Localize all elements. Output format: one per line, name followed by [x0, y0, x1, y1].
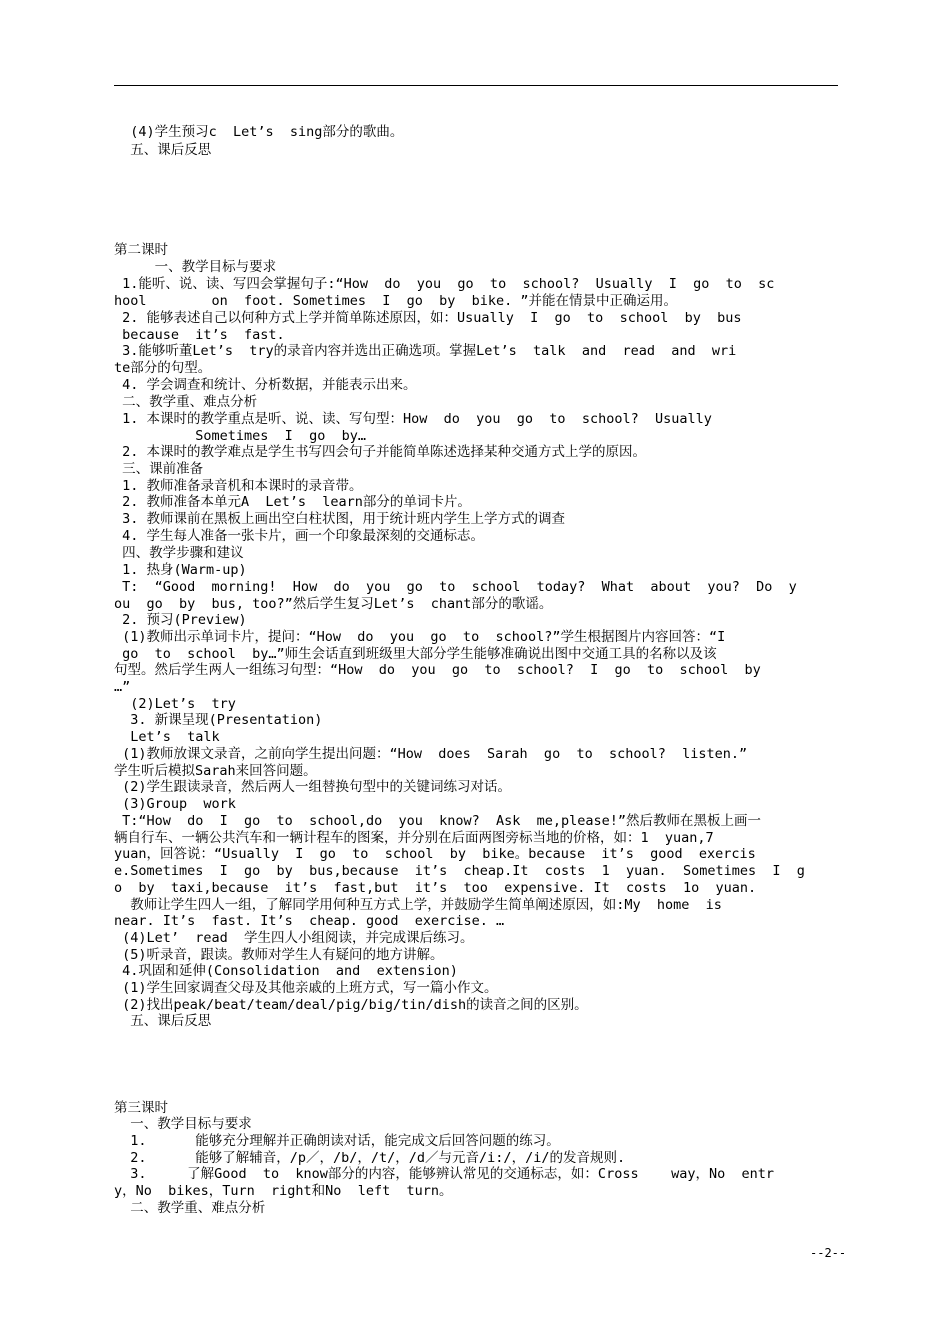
text-line: T:“How do I go to school,do you know? Ask me,please!”然后教师在黑板上画一 [114, 813, 762, 829]
text-line: (4)学生预习c Let’s sing部分的歌曲。 [114, 124, 404, 140]
text-line: (2)找出peak/beat/team/deal/pig/big/tin/dish的读音之间的区别。 [114, 997, 588, 1013]
text-line: y，No bikes，Turn right和No left turn。 [114, 1183, 453, 1199]
text-line: 3.能够听董Let’s try的录音内容并选出正确选项。掌握Let’s talk and read and wri [114, 343, 737, 359]
text-line: (2)Let’s try [114, 696, 236, 712]
text-line: 2. 能够表述自己以何种方式上学并简单陈述原因，如：Usually I go to school by bus [114, 310, 742, 326]
section-heading: 五、课后反思 [114, 1013, 212, 1029]
text-line: 1. 能够充分理解并正确朗读对话，能完成文后回答问题的练习。 [114, 1133, 560, 1149]
text-line: 4.巩固和延伸(Consolidation and extension) [114, 963, 458, 979]
text-line: 教师让学生四人一组，了解同学用何种互方式上学，并鼓励学生简单阐述原因，如:My home is [114, 897, 722, 913]
text-line: 学生听后模拟Sarah来回答问题。 [114, 763, 317, 779]
text-line: 1. 教师准备录音机和本课时的录音带。 [114, 478, 363, 494]
text-line: 4. 学会调查和统计、分析数据，并能表示出来。 [114, 377, 417, 393]
text-line: 2. 本课时的教学难点是学生书写四会句子并能简单陈述选择某种交通方式上学的原因。 [114, 444, 647, 460]
section-heading: 二、教学重、难点分析 [114, 1200, 266, 1216]
section-heading: 二、教学重、难点分析 [114, 394, 258, 410]
text-line: go to school by…”师生会话直到班级里大部分学生能够准确说出图中交通工具的名称以及该 [114, 646, 717, 662]
text-line: near. It’s fast. It’s cheap. good exercise. … [114, 913, 505, 929]
lesson-title: 第二课时 [114, 242, 168, 258]
text-line: te部分的句型。 [114, 360, 212, 376]
text-line: 2. 能够了解辅音，/p／，/b/，/t/，/d／与元音/i:/，/i/的发音规则. [114, 1150, 626, 1166]
text-line: hool on foot. Sometimes I go by bike. ”并能在情景中正确运用。 [114, 293, 678, 309]
text-line: 1. 本课时的教学重点是听、说、读、写句型：How do you go to school? Usually [114, 411, 712, 427]
text-line: Let’s talk [114, 729, 220, 745]
section-heading: 一、教学目标与要求 [114, 1116, 252, 1132]
text-line: 2. 预习(Preview) [114, 612, 247, 628]
text-line: 3. 教师课前在黑板上画出空白柱状图，用于统计班内学生上学方式的调查 [114, 511, 566, 527]
text-line: Sometimes I go by… [114, 428, 366, 444]
header-rule [114, 85, 838, 86]
text-line: 2. 教师准备本单元A Let’s learn部分的单词卡片。 [114, 494, 471, 510]
text-line: (2)学生跟读录音，然后两人一组替换句型中的关键词练习对话。 [114, 779, 512, 795]
text-line: 4. 学生每人准备一张卡片，画一个印象最深刻的交通标志。 [114, 528, 485, 544]
text-line: 1.能听、说、读、写四会掌握句子:“How do you go to school? Usually I go to sc [114, 276, 775, 292]
text-line: (5)听录音，跟读。教师对学生人有疑问的地方讲解。 [114, 947, 444, 963]
section-heading: 三、课前准备 [114, 461, 204, 477]
section-heading: 一、教学目标与要求 [114, 259, 277, 275]
text-line: 辆自行车、一辆公共汽车和一辆计程车的图案，并分别在后面两图旁标当地的价格，如：1 yuan,7 [114, 830, 714, 846]
text-line: T: “Good morning! How do you go to school today? What about you? Do y [114, 579, 797, 595]
text-line: 3. 了解Good to know部分的内容，能够辨认常见的交通标志，如：Cross way，No entr [114, 1166, 774, 1182]
text-line: 3. 新课呈现(Presentation) [114, 712, 323, 728]
text-line: because it’s fast. [114, 327, 285, 343]
section-heading: 四、教学步骤和建议 [114, 545, 244, 561]
section-heading: 五、课后反思 [114, 142, 212, 158]
text-line: …” [114, 679, 131, 695]
text-line: o by taxi,because it’s fast,but it’s too expensive. It costs 1o yuan. [114, 880, 757, 896]
text-line: yuan，回答说：“Usually I go to school by bike。because it’s good exercis [114, 846, 756, 862]
text-line: ou go by bus, too?”然后学生复习Let’s chant部分的歌谣。 [114, 596, 553, 612]
text-line: (1)教师出示单词卡片，提问：“How do you go to school?”学生根据图片内容回答：“I [114, 629, 726, 645]
text-line: e.Sometimes I go by bus,because it’s cheap.It costs 1 yuan. Sometimes I g [114, 863, 805, 879]
text-line: 句型。然后学生两人一组练习句型：“How do you go to school? I go to school by [114, 662, 761, 678]
text-line: (4)Let’ read 学生四人小组阅读，并完成课后练习。 [114, 930, 474, 946]
lesson-title: 第三课时 [114, 1100, 168, 1116]
text-line: (1)学生回家调查父母及其他亲戚的上班方式，写一篇小作文。 [114, 980, 498, 996]
text-line: 1. 热身(Warm-up) [114, 562, 247, 578]
page-number: --2-- [810, 1246, 847, 1260]
text-line: (1)教师放课文录音，之前向学生提出问题：“How does Sarah go to school? listen.” [114, 746, 748, 762]
text-line: (3)Group work [114, 796, 236, 812]
